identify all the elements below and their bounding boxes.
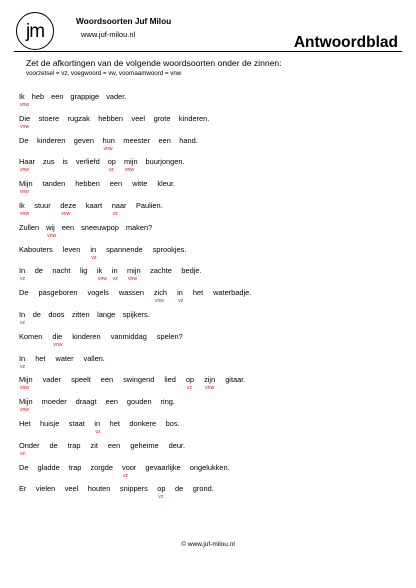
sentence-word: lied	[164, 375, 176, 385]
sentence-word: spelen?	[156, 331, 183, 341]
sentence-word: veel	[131, 113, 146, 123]
sentence-word: gevaarlijke	[145, 462, 181, 472]
sentence-word: vader	[42, 375, 62, 385]
sentence-word: hand.	[179, 135, 198, 145]
word-type-tag: vz	[91, 254, 97, 261]
sentence-word: heb	[31, 92, 45, 101]
sentence-word: bedje.	[181, 266, 202, 276]
sentence-word: kinderen	[37, 135, 66, 145]
sentence-word: kinderen	[72, 331, 101, 341]
sentence-word: verliefd	[75, 157, 100, 167]
sentence-word: spannende	[106, 244, 143, 254]
sentence-word: het	[109, 419, 120, 428]
sentence-word: trap	[67, 440, 81, 450]
word-type-tag: vz	[112, 211, 118, 217]
footer-copyright: © www.juf-milou.nl	[181, 541, 235, 548]
sentence-line	[0, 223, 416, 243]
word-type-tag: vz	[123, 472, 129, 479]
word-type-tag: vz	[95, 429, 101, 435]
sentence-line	[0, 92, 416, 112]
word-type-tag: vnw	[128, 276, 138, 283]
word-type-tag: vnw	[97, 276, 107, 283]
sentence-word: draagt	[75, 397, 97, 407]
sentence-line	[0, 463, 416, 483]
sentence-line	[0, 114, 416, 134]
sentence-line	[0, 310, 416, 330]
sentence-word: in	[90, 244, 97, 254]
sentence-word: grote	[153, 113, 171, 123]
sentence-word: doos	[48, 310, 65, 319]
abbreviation-legend: voorzetsel = vz, voegwoord = vw, voornaamwoord = vnw	[26, 70, 182, 77]
sentence-word: kaart	[85, 201, 103, 210]
sentence-word: zitten	[71, 310, 90, 319]
sentence-word: moeder	[41, 397, 67, 407]
sentence-word: geheime	[130, 440, 159, 450]
sentence-word: Onder	[19, 440, 40, 450]
sentence-word: mijn	[124, 157, 138, 167]
sentence-word: donkere	[129, 419, 157, 428]
sentence-word: het	[35, 353, 46, 363]
sentence-word: sprookjes.	[152, 244, 187, 254]
sentence-word: een	[109, 179, 123, 189]
logo-text: jm	[25, 20, 45, 42]
word-type-tag: vz	[112, 276, 118, 283]
word-type-tag: vz	[178, 298, 184, 305]
sentence-word: Het	[19, 419, 31, 428]
sentence-line	[0, 484, 416, 504]
word-type-tag: vz	[20, 450, 26, 457]
sentence-word: de	[175, 484, 184, 494]
sentence-word: mijn	[127, 266, 141, 276]
sentence-word: een	[61, 222, 75, 232]
sentence-word: een	[107, 440, 121, 450]
sentence-word: Ik	[19, 92, 25, 101]
sentence-word: water	[55, 353, 74, 363]
sentence-word: nacht	[52, 266, 71, 276]
word-type-tag: vnw	[20, 385, 30, 392]
sentence-word: In	[19, 353, 26, 363]
sentence-word: Mijn	[19, 397, 33, 407]
sentence-word: Paulien.	[136, 201, 163, 210]
word-type-tag: vnw	[20, 123, 30, 130]
sentence-word: meester	[123, 135, 150, 145]
sentence-word: de	[34, 266, 43, 276]
word-type-tag: vnw	[47, 232, 57, 239]
sentence-word: Mijn	[19, 375, 33, 385]
sentence-word: vielen	[35, 484, 56, 494]
sentence-word: een	[100, 375, 114, 385]
word-type-tag: vz	[158, 494, 164, 501]
word-type-tag: vnw	[125, 167, 135, 174]
sentence-word: hebben	[75, 179, 100, 189]
sentence-word: hebben	[98, 113, 123, 123]
sentence-word: In	[19, 266, 26, 276]
sentence-word: De	[19, 288, 29, 298]
sentence-line	[0, 354, 416, 374]
sentence-word: zus	[43, 157, 55, 167]
sentence-word: zit	[90, 440, 98, 450]
sentence-word: witte	[132, 179, 148, 189]
sentence-word: voor	[122, 462, 137, 472]
sentence-line	[0, 419, 416, 439]
sentence-word: pasgeboren	[38, 288, 78, 298]
sentence-word: Haar	[19, 157, 36, 167]
sentence-word: Komen	[19, 331, 43, 341]
sentence-word: De	[19, 462, 29, 472]
sentence-word: gladde	[37, 462, 60, 472]
sentence-word: Zullen	[19, 222, 40, 232]
sentence-line	[0, 288, 416, 308]
word-type-tag: vnw	[20, 211, 30, 217]
sentence-word: bos.	[165, 419, 180, 428]
sentence-word: rugzak	[67, 113, 90, 123]
word-type-tag: vnw	[61, 211, 71, 217]
sentence-word: snippers	[119, 484, 148, 494]
sentence-word: waterbadje.	[213, 288, 252, 298]
sentence-line	[0, 245, 416, 265]
sentence-word: zorgde	[90, 462, 113, 472]
sentence-word: ik	[96, 266, 103, 276]
sentence-word: buurjongen.	[145, 157, 185, 167]
sentence-word: stuur	[34, 201, 51, 210]
sentence-word: stoere	[38, 113, 60, 123]
word-type-tag: vz	[20, 276, 26, 283]
word-type-tag: vz	[20, 363, 26, 370]
sentence-line	[0, 332, 416, 352]
word-type-tag: vz	[108, 167, 114, 174]
word-type-tag: vz	[20, 320, 26, 326]
sentence-word: maken?	[125, 222, 153, 232]
sentence-word: in	[94, 419, 101, 428]
sentence-word: die	[52, 331, 63, 341]
sentence-word: een	[51, 92, 64, 101]
site-url[interactable]: www.juf-milou.nl	[81, 30, 136, 39]
sentence-word: in	[111, 266, 118, 276]
sentence-word: huisje	[40, 419, 60, 428]
sentence-word: Die	[19, 113, 31, 123]
sentence-word: is	[62, 157, 68, 167]
sentence-word: op	[157, 484, 166, 494]
word-type-tag: vnw	[103, 145, 113, 152]
word-type-tag: vnw	[20, 189, 30, 196]
sentence-word: ring.	[160, 397, 175, 407]
sentence-word: gitaar.	[225, 375, 246, 385]
sentence-word: hun	[102, 135, 115, 145]
sentence-line	[0, 179, 416, 199]
sentence-word: leven	[62, 244, 81, 254]
sentence-word: deur.	[168, 440, 186, 450]
sentence-line	[0, 136, 416, 156]
sentence-word: vogels	[87, 288, 109, 298]
sentence-word: zachte	[150, 266, 172, 276]
word-type-tag: vnw	[154, 298, 164, 305]
sentence-word: kinderen.	[178, 113, 210, 123]
sentence-word: grappige	[70, 92, 100, 101]
word-type-tag: vnw	[53, 341, 63, 348]
sentence-word: vallen.	[83, 353, 105, 363]
sentence-word: het	[192, 288, 204, 298]
sentence-word: tanden	[42, 179, 66, 189]
sentence-word: zich	[153, 288, 168, 298]
sentence-word: Er	[19, 484, 27, 494]
word-type-tag: vnw	[20, 407, 30, 414]
sentence-word: in	[177, 288, 183, 298]
sentence-word: op	[107, 157, 116, 167]
sentence-word: vader.	[106, 92, 127, 101]
sentence-word: wij	[46, 222, 55, 232]
sentence-word: naar	[111, 201, 127, 210]
sentence-line	[0, 375, 416, 395]
sentence-line	[0, 157, 416, 177]
sentence-word: houten	[87, 484, 111, 494]
sentence-word: staat	[68, 419, 85, 428]
sentence-word: De	[19, 135, 29, 145]
sentence-word: de	[49, 440, 58, 450]
sentence-word: Kabouters	[19, 244, 53, 254]
word-type-tag: vz	[186, 385, 192, 392]
sentence-word: speelt	[71, 375, 91, 385]
instructions: Zet de afkortingen van de volgende woordsoorten onder de zinnen:	[26, 58, 282, 68]
sentence-word: een	[105, 397, 118, 407]
sentence-word: Ik	[19, 201, 25, 210]
sentence-word: trap	[68, 462, 82, 472]
sentence-word: zijn	[204, 375, 216, 385]
sentence-word: In	[19, 310, 26, 319]
sentence-word: de	[32, 310, 41, 319]
sentence-word: Mijn	[19, 179, 33, 189]
sentence-word: ongelukken.	[189, 462, 230, 472]
sentence-line	[0, 266, 416, 286]
sentence-word: geven	[73, 135, 94, 145]
word-type-tag: vnw	[20, 167, 30, 174]
word-type-tag: vnw	[205, 385, 215, 392]
sentence-word: lange	[97, 310, 116, 319]
sentence-word: gouden	[126, 397, 152, 407]
brand-name: Woordsoorten Juf Milou	[76, 16, 172, 26]
sentence-word: swingend	[123, 375, 155, 385]
sentence-word: deze	[60, 201, 77, 210]
word-type-tag: vnw	[20, 102, 30, 108]
sentence-word: sneeuwpop	[81, 222, 119, 232]
sentence-word: vanmiddag	[110, 331, 147, 341]
sentence-word: grond.	[192, 484, 214, 494]
sentence-line	[0, 397, 416, 417]
sentence-word: lig	[80, 266, 88, 276]
sentence-word: spijkers.	[122, 310, 150, 319]
sentence-word: wassen	[118, 288, 144, 298]
sentence-word: veel	[64, 484, 79, 494]
sentence-word: een	[158, 135, 171, 145]
sentence-line	[0, 201, 416, 221]
sentence-word: op	[185, 375, 195, 385]
sentence-word: kleur.	[157, 179, 176, 189]
sentence-line	[0, 441, 416, 461]
page-title: Antwoordblad	[293, 34, 398, 51]
